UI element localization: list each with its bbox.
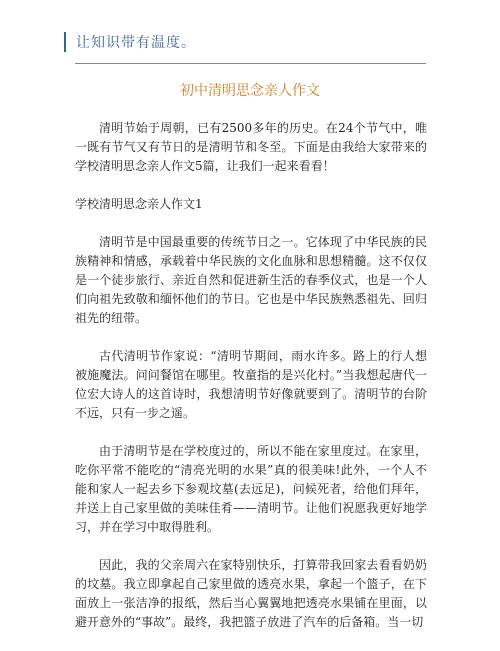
page-header [64,30,196,54]
document-body [75,119,427,651]
body-paragraph: 由于清明节是在学校度过的，所以不能在家里度过。在家里，吃你平常不能吃的“清亮光明的水果”真的很美味!此外，一个人不能和家人一起去乡下参观坟墓(去远足)，问候死者，给他们拜年，并送上自己家里做的美味佳肴——清明节。让他们祝愿我更好地学习，并在学习中取得胜利。 [75,444,427,534]
body-paragraph: 清明节是中国最重要的传统节日之一。它体现了中华民族的民族精神和情感，承载着中华民族的文化血脉和思想精髓。这不仅仅是一个徒步旅行、亲近自然和促进新生活的春季仪式，也是一个人们向祖先致敬和缅怀他们的节日。它也是中华民族熟悉祖先、回归祖先的纽带。 [75,235,427,325]
document-title: 初中清明思念亲人作文 [180,83,320,99]
header-slogan: 让知识带有温度。 [76,35,196,51]
body-paragraph: 古代清明节作家说：“清明节期间，雨水许多。路上的行人想被施魔法。问问餐馆在哪里。牧童指的是兴化村。”当我想起唐代一位宏大诗人的这首诗时，我想清明节好像就要到了。清明节的台阶不远，只有一步之遥。 [75,349,427,420]
intro-paragraph: 清明节始于周朝，已有2500多年的历史。在24个节气中，唯一既有节气又有节日的是清明节和冬至。下面是由我给大家带来的学校清明思念亲人作文5篇，让我们一起来看看！ [75,121,427,173]
section-heading: 学校清明思念亲人作文1 [75,197,203,211]
body-paragraph: 因此，我的父亲周六在家特别快乐，打算带我回家去看看奶奶的坟墓。我立即拿起自己家里做的透亮水果，拿起一个篮子，在下面放上一张洁净的报纸，然后当心翼翼地把透亮水果铺在里面，以避开意外的“事故”。最终，我把篮子放进了汽车的后备箱。当一切 [75,558,427,629]
header-accent-bar [64,32,66,52]
header-divider [75,63,426,64]
